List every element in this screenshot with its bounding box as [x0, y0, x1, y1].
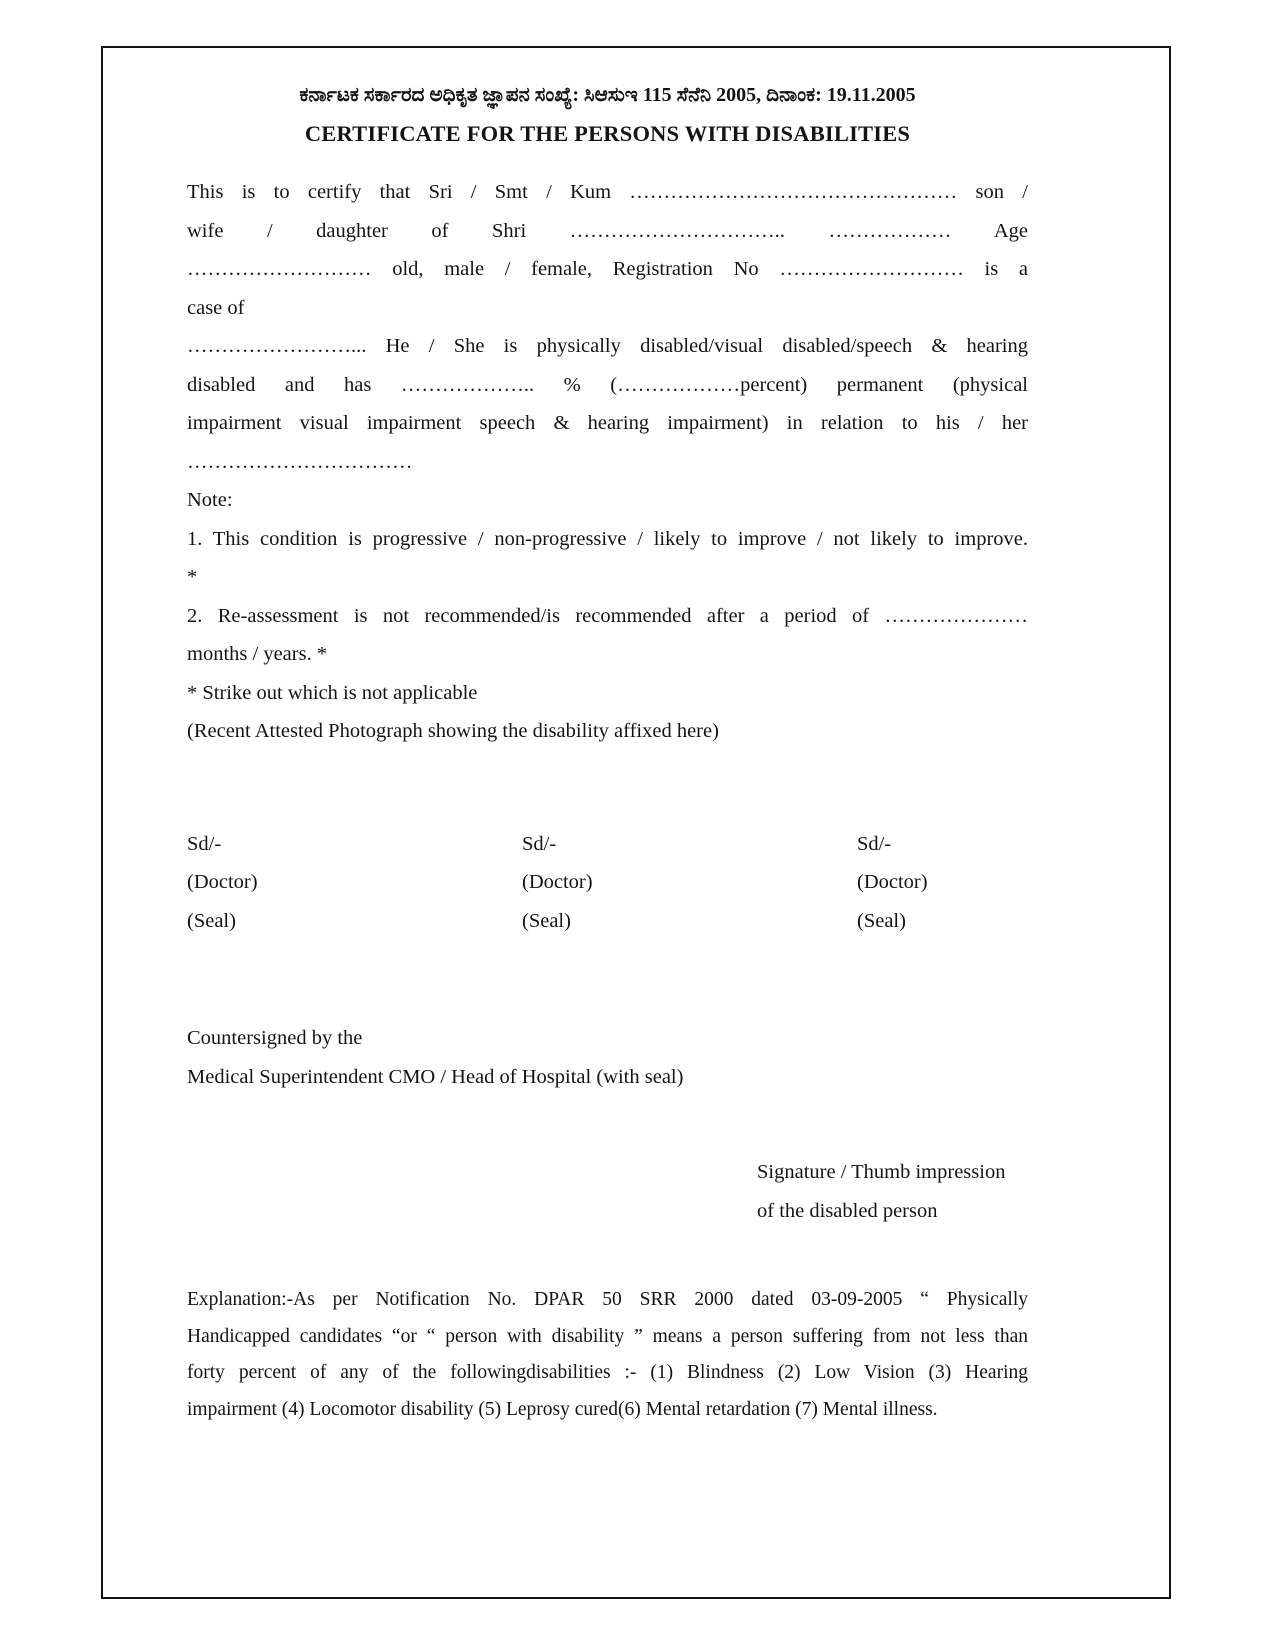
doctor-signature-block-2: [522, 825, 857, 941]
strike-out-note: * Strike out which is not applicable: [187, 681, 478, 704]
doctor-label: (Doctor): [857, 871, 928, 893]
disability-line-4: ……………………………: [187, 450, 413, 473]
sd-label: Sd/-: [522, 832, 557, 855]
note-1-line-1: 1. This condition is progressive / non-progressive / likely to improve / not likely to improve.: [187, 527, 1028, 550]
explanation-line-2: Handicapped candidates “or “ person with disability ” means a person suffering from not less than: [187, 1325, 1028, 1347]
note-label: Note:: [187, 489, 233, 511]
certify-line-3: ……………………… old, male / female, Registration No ……………………… is a: [187, 258, 1028, 280]
disability-paragraph: [187, 327, 1028, 481]
note-2-line-2: months / years. *: [187, 643, 328, 665]
note-2-line-1: 2. Re-assessment is not recommended/is recommended after a period of …………………: [187, 604, 1028, 627]
disability-line-3: impairment visual impairment speech & hearing impairment) in relation to his / her: [187, 412, 1028, 434]
seal-label: (Seal): [522, 909, 571, 932]
doctor-label: (Doctor): [187, 871, 258, 893]
note-1-line-2: *: [187, 566, 198, 588]
certify-line-4: case of: [187, 296, 245, 319]
certificate-content: [187, 76, 1028, 1428]
certify-line-2: wife / daughter of Shri ………………………….. ……………… Age: [187, 219, 1028, 242]
note-2: [187, 597, 1028, 674]
doctor-signature-block-1: [187, 825, 522, 941]
certify-paragraph: [187, 173, 1028, 327]
seal-label: (Seal): [857, 909, 906, 932]
impression-line-1: Signature / Thumb impression: [757, 1161, 1006, 1183]
doctor-signature-block-3: [857, 825, 1192, 941]
impression-line-2: of the disabled person: [757, 1199, 938, 1222]
seal-label: (Seal): [187, 909, 236, 932]
explanation-line-3: forty percent of any of the followingdisabilities :- (1) Blindness (2) Low Vision (3) Hearing: [187, 1362, 1028, 1383]
certificate-page: [101, 46, 1171, 1599]
explanation-paragraph: [187, 1282, 1028, 1428]
photograph-note: (Recent Attested Photograph showing the disability affixed here): [187, 720, 719, 742]
disability-line-1: ……………………... He / She is physically disabled/visual disabled/speech & hearing: [187, 335, 1028, 357]
countersign-block: [187, 1019, 1028, 1096]
countersign-line-1: Countersigned by the: [187, 1027, 363, 1049]
doctor-signature-row: [187, 825, 1028, 941]
kannada-header-line: ಕರ್ನಾಟಕ ಸರ್ಕಾರದ ಅಧಿಕೃತ ಜ್ಞಾಪನ ಸಂಖ್ಯೆ: ಸಿಆಸುಇ 115 ಸೆನೆನಿ 2005, ದಿನಾಂಕ: 19.11.2005: [299, 84, 916, 106]
note-1: [187, 520, 1028, 597]
sd-label: Sd/-: [857, 832, 892, 855]
sd-label: Sd/-: [187, 832, 222, 855]
doctor-label: (Doctor): [522, 871, 593, 893]
page-title: CERTIFICATE FOR THE PERSONS WITH DISABILITIES: [304, 120, 911, 146]
certify-line-1: This is to certify that Sri / Smt / Kum ………………………………………… son /: [187, 181, 1028, 203]
explanation-line-1: Explanation:-As per Notification No. DPAR 50 SRR 2000 dated 03-09-2005 “ Physically: [187, 1289, 1028, 1310]
countersign-line-2: Medical Superintendent CMO / Head of Hospital (with seal): [187, 1065, 684, 1088]
disabled-person-signature-block: [187, 1153, 1028, 1230]
disability-line-2: disabled and has ……………….. % (………………percent) permanent (physical: [187, 373, 1028, 396]
explanation-line-4: impairment (4) Locomotor disability (5) Leprosy cured(6) Mental retardation (7) Mental illness.: [187, 1398, 938, 1420]
